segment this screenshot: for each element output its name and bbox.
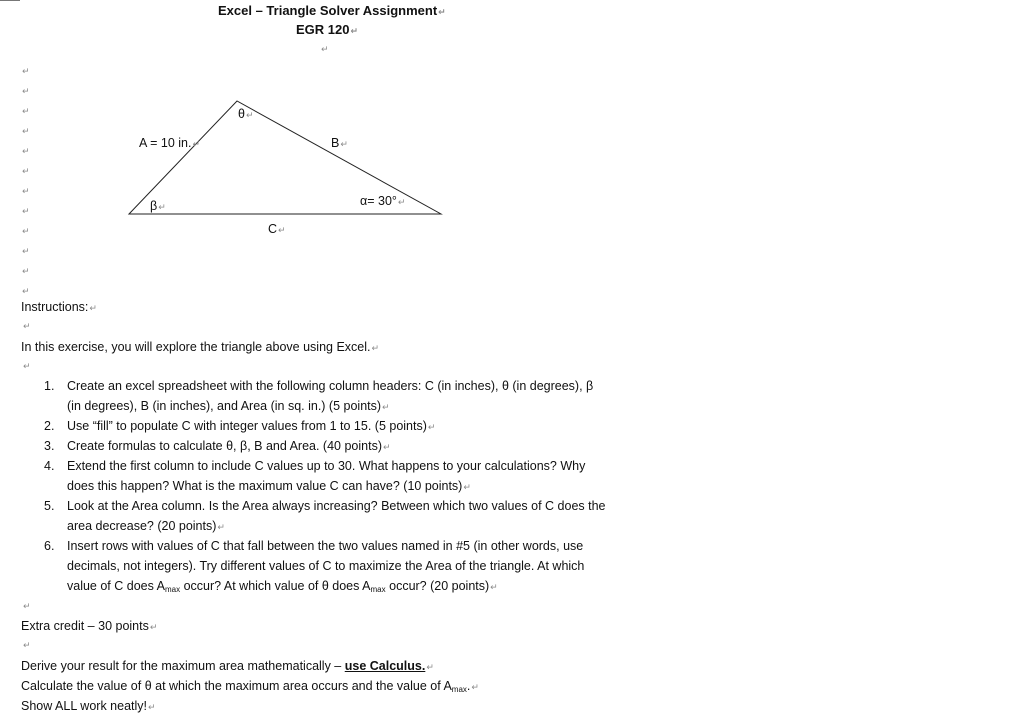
triangle-diagram (0, 0, 460, 250)
paragraph-mark: ↵ (22, 66, 30, 76)
paragraph-mark: ↵ (22, 126, 30, 136)
derive-instruction: Derive your result for the maximum area mathematically – use Calculus.↵ (21, 659, 434, 673)
paragraph-mark: ↵ (321, 44, 329, 54)
paragraph-mark: ↵ (22, 206, 30, 216)
angle-alpha-label: α= 30°↵ (360, 194, 406, 208)
paragraph-mark: ↵ (22, 246, 30, 256)
paragraph-mark: ↵ (22, 146, 30, 156)
instructions-heading: Instructions:↵ (21, 300, 97, 314)
angle-theta-label: θ↵ (238, 107, 254, 121)
paragraph-mark: ↵ (22, 186, 30, 196)
course-code: EGR 120↵ (296, 22, 359, 37)
paragraph-mark: ↵ (22, 286, 30, 296)
angle-beta-label: β↵ (150, 199, 166, 213)
paragraph-mark: ↵ (23, 601, 31, 611)
paragraph-mark: ↵ (23, 321, 31, 331)
show-work-note: Show ALL work neatly!↵ (21, 699, 156, 713)
extra-credit-heading: Extra credit – 30 points↵ (21, 619, 158, 633)
paragraph-mark: ↵ (22, 86, 30, 96)
paragraph-mark: ↵ (23, 361, 31, 371)
side-c-label: C↵ (268, 222, 286, 236)
instructions-intro: In this exercise, you will explore the triangle above using Excel.↵ (21, 340, 380, 354)
paragraph-mark: ↵ (23, 640, 31, 650)
side-b-label: B↵ (331, 136, 348, 150)
calculate-instruction: Calculate the value of θ at which the maximum area occurs and the value of $A_{max}.↵$ (21, 679, 479, 694)
paragraph-mark: ↵ (22, 226, 30, 236)
assignment-title: Excel – Triangle Solver Assignment↵ (218, 3, 446, 18)
side-a-label: A = 10 in.↵ (139, 136, 201, 150)
paragraph-mark: ↵ (22, 266, 30, 276)
paragraph-mark: ↵ (22, 106, 30, 116)
paragraph-mark: ↵ (22, 166, 30, 176)
